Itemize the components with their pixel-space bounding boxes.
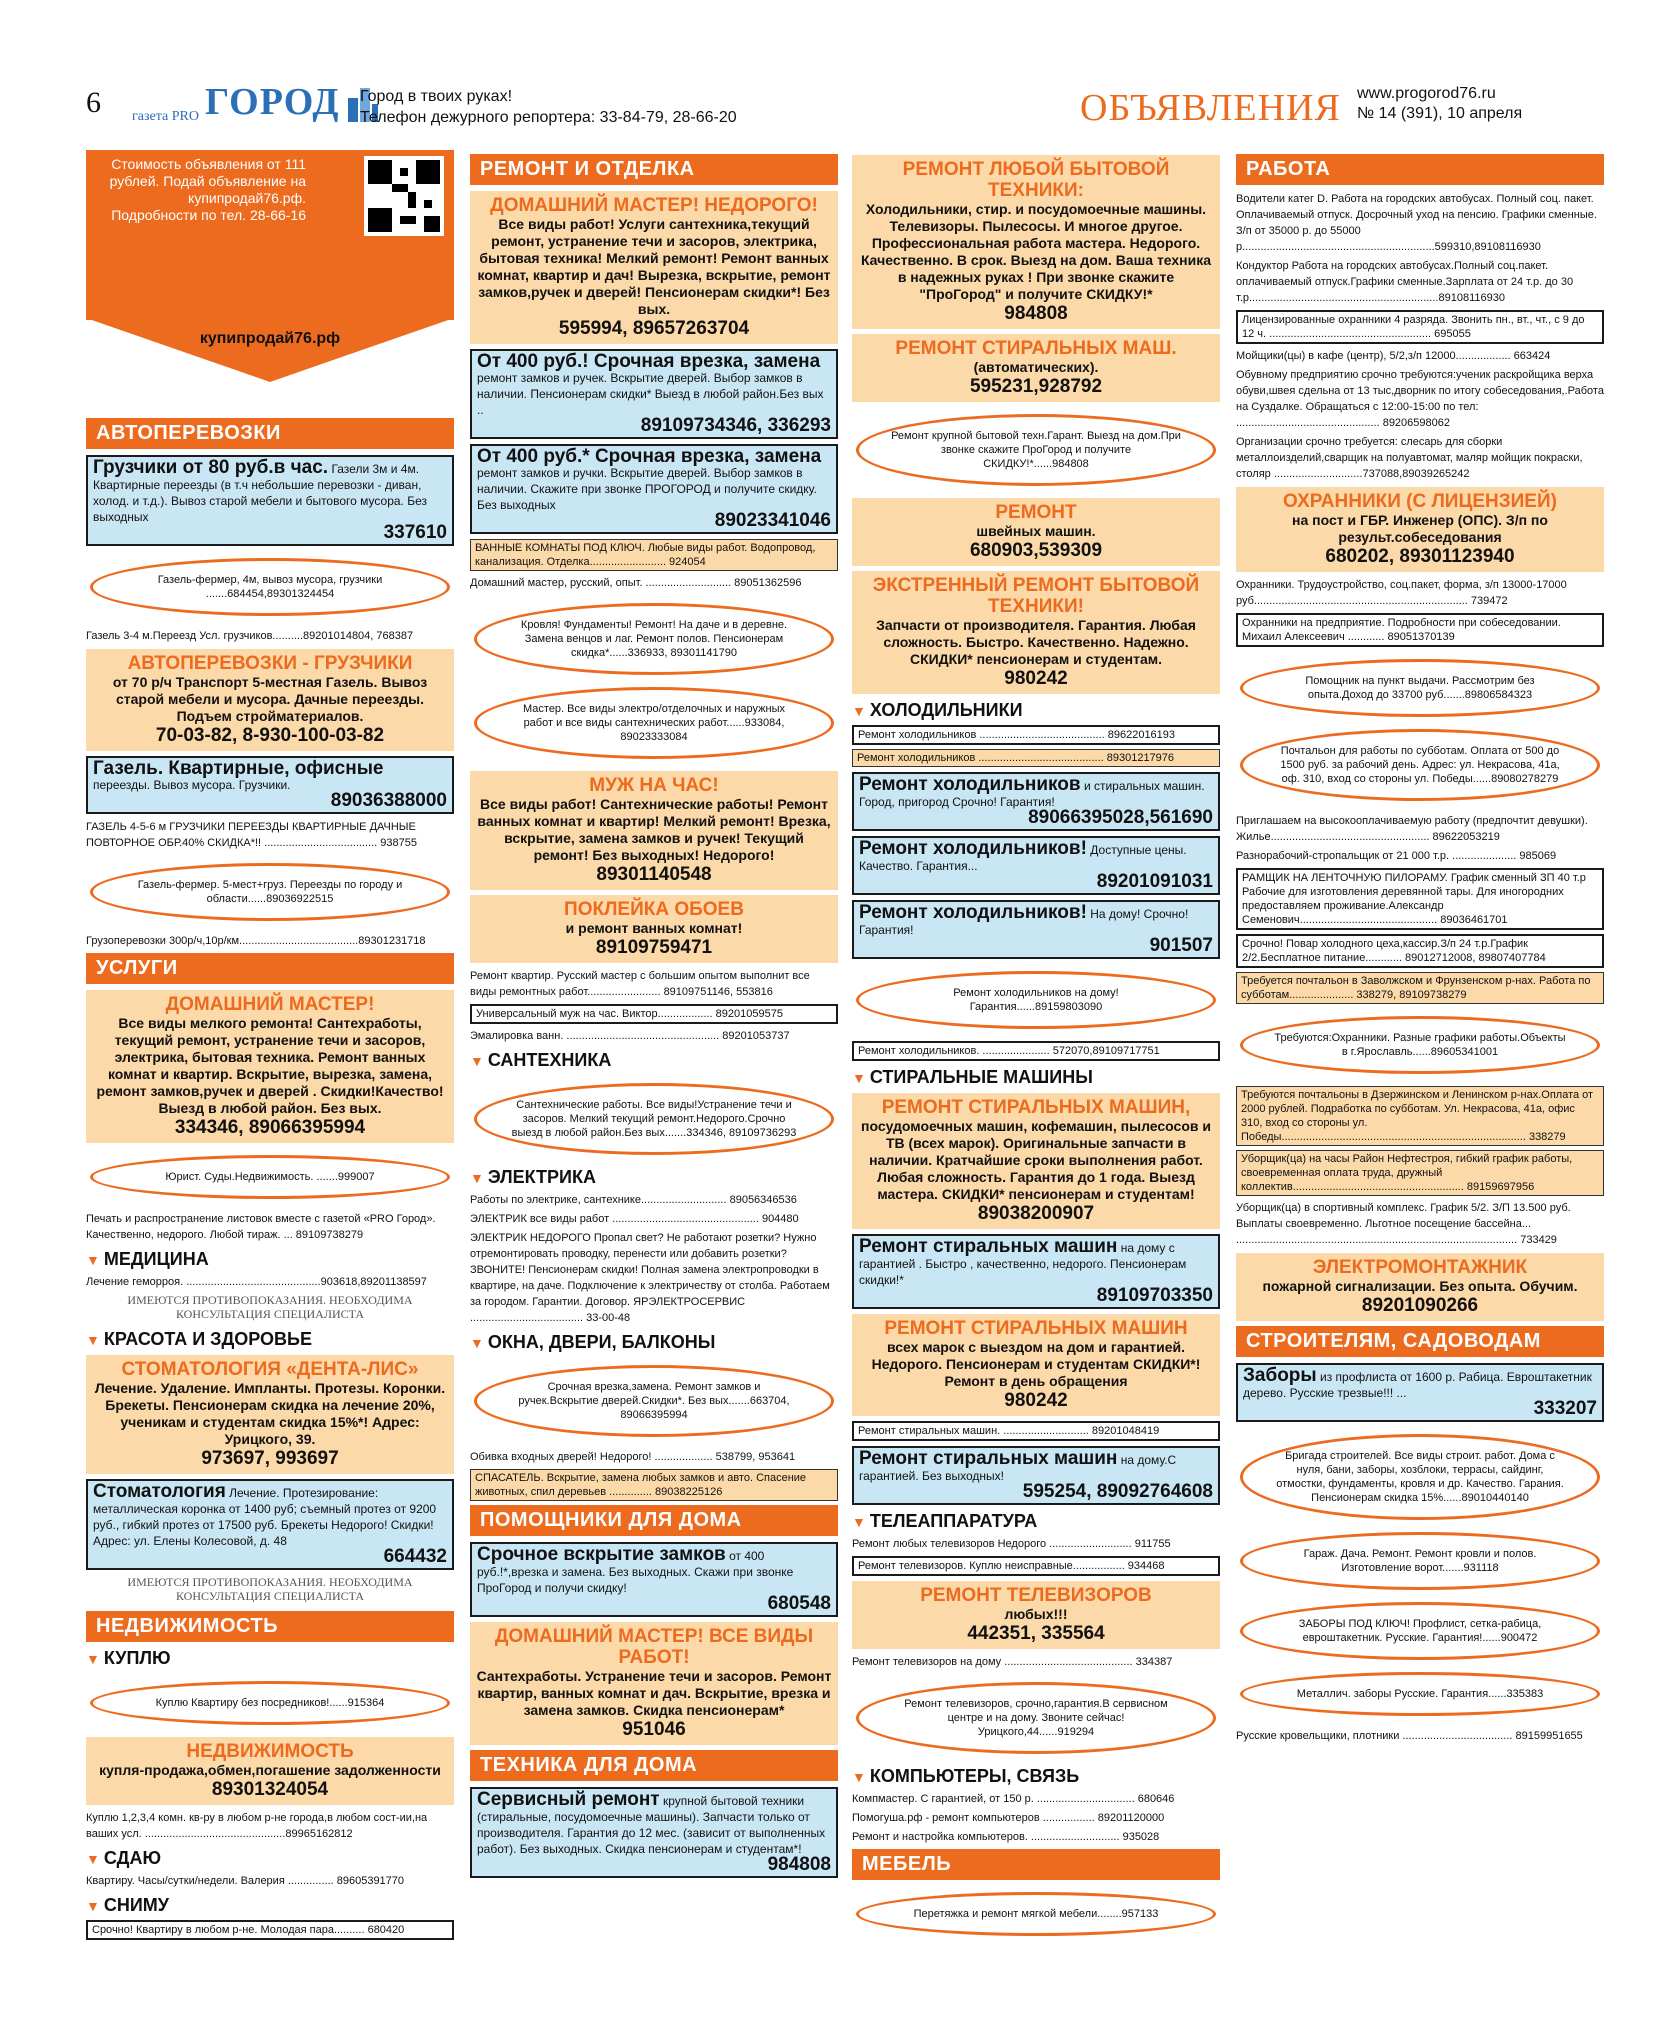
triangle-bullet-icon: ▼ [470,1052,484,1069]
ad-phone: 89036388000 [330,790,447,811]
ad-phone: 89023341046 [714,510,831,531]
ad-title: ОХРАННИКИ (С ЛИЦЕНЗИЕЙ) [1283,491,1557,512]
ad-box[interactable] [470,771,838,890]
category-bar: НЕДВИЖИМОСТЬ [86,1611,454,1642]
line-ad: Ремонт любых телевизоров Недорого ........................... 911755 [852,1538,1171,1550]
ad-title: ЭКСТРЕННЫЙ РЕМОНТ БЫТОВОЙ ТЕХНИКИ! [872,575,1200,617]
subcategory-title [852,1067,1220,1088]
ad-phone: 980242 [1004,668,1068,689]
ad-box[interactable] [86,1355,454,1474]
ad-text: пожарной сигнализации. Без опыта. Обучим. [1262,1278,1578,1294]
ad-box[interactable] [852,155,1220,329]
line-ad: Помогуша.рф - ремонт компьютеров ................. 89201120000 [852,1812,1165,1824]
triangle-bullet-icon: ▼ [86,1251,100,1268]
triangle-bullet-icon: ▼ [852,1768,866,1785]
ad-title: РЕМОНТ СТИРАЛЬНЫХ МАШИН [884,1318,1188,1339]
ad-box[interactable] [852,1093,1220,1229]
ad-box[interactable] [852,1446,1220,1505]
ad-text: Холодильники, стир. и посудомоечные машины. Телевизоры. Пылесосы. И многое другое. Профессиональная работа мастера. Недорого. Качественно. В срок. Выезд на дом. Ваша техника в надежных руках ! При звонке скажите "ПроГород" и получите СКИДКУ!* [860,201,1212,302]
ad-box[interactable] [852,334,1220,402]
ad-title: Газель. Квартирные, офисные [93,758,384,779]
qr-code-icon[interactable] [364,156,444,236]
ad-phone: 680548 [767,1593,831,1614]
ad-text: от 70 р/ч Транспорт 5-местная Газель. Вывоз старой мебели и мусора. Дачные переезды. Подъем стройматериалов. [112,674,428,724]
ad-box[interactable] [852,498,1220,566]
ad-title: ДОМАШНИЙ МАСТЕР! [165,994,375,1015]
ad-title: ДОМАШНИЙ МАСТЕР! ВСЕ ВИДЫ РАБОТ! [494,1626,814,1668]
ad-phone: 89109703350 [1096,1285,1213,1306]
line-ad: Грузоперевозки 300р/ч,10р/км.......................................89301231718 [86,935,426,947]
ad-text: Все виды работ! Услуги сантехника,текущий ремонт, устранение течи и засоров, электрика, бытовая техника! Мелкий ремонт! Ремонт ванных комнат, квартир и дач! Вырезка, вскрытие, ремонт замков,ручек и дверей! Пенсионерам скидки*! Без вых. [477,216,831,317]
ad-box[interactable] [1236,487,1604,572]
column-4 [1236,150,1604,1747]
subcategory-title [470,1167,838,1188]
ad-text: швейных машин. [976,523,1096,539]
line-ad: Охранники. Трудоустройство, соц.пакет, форма, з/п 13000-17000 руб...................................................................... 739472 [1236,579,1567,607]
ad-phone: 984808 [767,1854,831,1875]
subcategory-label: ТЕЛЕАППАРАТУРА [869,1511,1038,1531]
ad-box[interactable] [852,1234,1220,1309]
subcategory-title [86,1648,454,1669]
subcategory-label: САНТЕХНИКА [487,1050,612,1070]
ad-text: из профлиста от 1600 р. Рабица. Евроштакетник дерево. Русские трезвые!!! ... [1243,1370,1592,1400]
line-ad-boxed[interactable]: Срочно! Повар холодного цеха,кассир.З/п 24 т.р.График 2/2.Бесплатное питание............ 89012712008, 89807407784 [1236,934,1604,968]
ad-box[interactable] [86,1737,454,1805]
ad-phone: 973697, 993697 [201,1448,339,1469]
ad-text: на дому.С гарантией. Без выходных! [859,1453,1177,1483]
ad-text: Все виды мелкого ремонта! Сантехработы, текущий ремонт, устранение течи и засоров, электрика, бытовая техника. Ремонт ванных комнат и квартир. Вскрытие, вырезка, замена, ремонт замков,ручек и дверей . Скидки!Качество! Выезд в любой район. Без вых. [96,1015,444,1116]
triangle-bullet-icon: ▼ [470,1334,484,1351]
ad-text: На дому! Срочно! Гарантия! [859,907,1189,937]
oval-ad[interactable]: Металлич. заборы Русские. Гарантия......335383 [1240,1672,1600,1716]
subcategory-title [852,700,1220,721]
ad-box[interactable] [86,756,454,814]
ad-phone: 442351, 335564 [967,1623,1105,1644]
ad-title: РЕМОНТ ТЕЛЕВИЗОРОВ [920,1585,1152,1606]
ad-title: РЕМОНТ СТИРАЛЬНЫХ МАШИН, [881,1097,1191,1118]
line-ad: Разнорабочий-стропальщик от 21 000 т.р. ..................... 985069 [1236,850,1557,862]
line-ad-boxed[interactable]: Срочно! Квартиру в любом р-не. Молодая пара.......... 680420 [86,1920,454,1940]
line-ad-boxed[interactable]: РАМЩИК НА ЛЕНТОЧНУЮ ПИЛОРАМУ. График сменный ЗП 40 т.р Рабочие для изготовления деревянной тары. Для иногородних предоставляем проживание.Александр Семенович............................................. 89036461701 [1236,868,1604,930]
line-ad-highlight[interactable]: Требуются почтальоны в Дзержинском и Ленинском р-нах.Оплата от 2000 рублей. Подработка по субботам. Ул. Некрасова, 41а, офис 310, вход со стороны ул. Победы................................................................................ 338279 [1236,1086,1604,1146]
ad-text: Лечение. Протезирование: металлическая коронка от 1400 руб; съемный протез от 9200 руб., гибкий протез от 17500 руб. Брекеты Недорого! Скидки! Адрес: ул. Елены Колесовой, д. 48 [93,1486,437,1548]
ad-box[interactable] [470,191,838,344]
ad-title: Срочное вскрытие замков [477,1544,726,1565]
ad-title: РЕМОНТ ЛЮБОЙ БЫТОВОЙ ТЕХНИКИ: [902,159,1170,201]
ad-phone: 664432 [383,1546,447,1567]
oval-ad[interactable]: Ремонт холодильников на дому! Гарантия......89159803090 [856,971,1216,1029]
line-ad: Организации срочно требуется: слесарь для сборки металлоизделий,сварщик на полуавтомат, маляр мойщик покраски, столяр .............................737088,89039265242 [1236,436,1583,480]
ad-phone: 89201090266 [1361,1295,1479,1316]
triangle-bullet-icon: ▼ [86,1897,100,1914]
triangle-bullet-icon: ▼ [470,1169,484,1186]
subcategory-title [86,1895,454,1916]
promo-site[interactable]: купипродай76.рф [199,330,341,347]
oval-ad[interactable]: Куплю Квартиру без посредников!......915364 [90,1681,450,1725]
ad-title: Ремонт стиральных машин [859,1448,1118,1469]
reporter-phone: Телефон дежурного репортера: 33-84-79, 28-66-20 [360,109,737,126]
line-ad: Ремонт квартир. Русский мастер с большим опытом выполнит все виды ремонтных работ........................ 89109751146, 553816 [470,970,810,998]
subcategory-label: КУПЛЮ [103,1648,171,1668]
category-bar: СТРОИТЕЛЯМ, САДОВОДАМ [1236,1326,1604,1357]
promo-text: Стоимость объявления от 111 рублей. Подай объявление на купипродай76.рф. Подробности по тел. 28-66-16 [109,156,306,223]
oval-ad[interactable]: Срочная врезка,замена. Ремонт замков и ручек.Вскрытие дверей.Скидки*. Без вых.......663704, 89066395994 [474,1365,834,1437]
ad-text: от 400 руб.!*,врезка и замена. Без выходных. Скажи при звонке ПроГород и получи скидку! [477,1549,794,1595]
oval-ad[interactable]: Гараж. Дача. Ремонт. Ремонт кровли и полов. Изготовление ворот.......931118 [1240,1532,1600,1590]
ad-title: Ремонт стиральных машин [859,1236,1118,1257]
line-ad: Обувному предприятию срочно требуются:ученик раскройщика верха обуви,швея сдельна от 13 тыс,дворник по итогу собеседования,.Работа на Суздалке. Обращаться с 12:00-15:00 по тел: ............................................... 89206598062 [1236,369,1604,429]
triangle-bullet-icon: ▼ [86,1331,100,1348]
ad-title: Стоматология [93,1481,226,1502]
ad-phone: 901507 [1149,935,1213,956]
ad-box[interactable] [86,455,454,546]
subcategory-label: СДАЮ [103,1848,162,1868]
ad-box[interactable] [470,1622,838,1745]
line-ad: Печать и распространение листовок вместе с газетой «PRO Город». Качественно, недорого. Любой тираж. ... 89109738279 [86,1213,436,1241]
ad-title: От 400 руб.* Срочная врезка, замена [477,446,822,467]
oval-ad[interactable]: Ремонт телевизоров, срочно,гарантия.В сервисном центре и на дому. Звоните сейчас! Урицкого,44......919294 [856,1682,1216,1754]
subcategory-title [86,1249,454,1270]
ad-box[interactable] [470,1787,838,1878]
oval-ad[interactable]: Юрист. Суды.Недвижимость. .......999007 [90,1155,450,1199]
subcategory-title [470,1332,838,1353]
column-1 [86,150,454,1944]
ad-text: Запчасти от производителя. Гарантия. Любая сложность. Быстро. Качественно. Надежно. СКИДКИ* пенсионерам и студентам. [876,617,1196,667]
ad-text: и стиральных машин. Город, пригород Срочно! Гарантия! [859,779,1205,809]
ad-title: Ремонт холодильников! [859,902,1087,923]
ad-box[interactable] [470,1542,838,1617]
oval-ad[interactable]: Почтальон для работы по субботам. Оплата от 500 до 1500 руб. за рабочий день. Адрес: ул. Некрасова, 41а, оф. 310, вход со стороны ул. Победы......89080278279 [1240,729,1600,801]
oval-ad[interactable]: Ремонт крупной бытовой техн.Гарант. Выезд на дом.При звонке скажите ПроГород и получите СКИДКУ!*......984808 [856,414,1216,486]
line-ad: Квартиру. Часы/сутки/недели. Валерия ............... 89605391770 [86,1875,405,1887]
ad-phone: 680202, 89301123940 [1325,546,1515,567]
ad-phone: 89109759471 [595,937,713,958]
newspaper-logo[interactable] [132,80,380,124]
column-3 [852,150,1220,1948]
triangle-bullet-icon: ▼ [86,1650,100,1667]
site-link[interactable]: www.progorod76.ru [1357,85,1496,102]
ad-title: МУЖ НА ЧАС! [589,775,719,796]
ad-box[interactable] [86,990,454,1143]
ad-box[interactable] [470,895,838,963]
tagline-line: Город в твоих руках! [360,88,513,105]
subcategory-label: СТИРАЛЬНЫЕ МАШИНЫ [869,1067,1093,1087]
ad-phone: 595254, 89092764608 [1022,1481,1213,1502]
section-title: ОБЪЯВЛЕНИЯ [1080,87,1341,129]
triangle-bullet-icon: ▼ [852,702,866,719]
ad-text: любых!!! [1004,1606,1068,1622]
oval-ad[interactable]: ЗАБОРЫ ПОД КЛЮЧ! Профлист, сетка-рабица, евроштакетник. Русские. Гарантия!......900472 [1240,1602,1600,1660]
ad-box[interactable] [86,1479,454,1570]
ad-title: ДОМАШНИЙ МАСТЕР! НЕДОРОГО! [490,195,818,216]
page-number: 6 [86,86,101,119]
column-2 [470,150,838,1883]
line-ad: Эмалировка ванн. .................................................. 89201053737 [470,1030,790,1042]
ad-text: на пост и ГБР. Инженер (ОПС). З/п по результ.собеседования [1292,512,1548,545]
line-ad: Газель 3-4 м.Переезд Усл. грузчиков..........89201014804, 768387 [86,630,414,642]
ad-text: крупной бытовой техники (стиральные, посудомоечные машины). Запчасти только от производителя. Гарантия до 12 мес. (зависит от выполненных работ). Без выходных. Скидка пенсионерам и студентам*! [477,1794,826,1856]
ad-box[interactable] [852,571,1220,694]
line-ad: Уборщик(ца) в спортивный комплекс. График 5/2. З/П 13.500 руб. Выплаты своевременно. Льготное посещение бассейна... ............................................................................................ 733429 [1236,1202,1571,1246]
category-bar: МЕБЕЛЬ [852,1849,1220,1880]
ad-text: Лечение. Удаление. Импланты. Протезы. Коронки. Брекеты. Пенсионерам скидка на лечение 20%, ученикам и студентам скидка 15%*! Адрес: Урицкого, 39. [94,1380,446,1447]
ad-text: Доступные цены. Качество. Гарантия... [859,843,1187,873]
oval-ad[interactable]: Мастер. Все виды электро/отделочных и наружных работ и все виды сантехнических работ......933084, 89023333084 [474,687,834,759]
line-ad: Ремонт и настройка компьютеров. ............................. 935028 [852,1831,1160,1843]
ad-phone: 89301140548 [596,864,712,885]
ad-phone: 337610 [383,522,447,543]
triangle-bullet-icon: ▼ [86,1850,100,1867]
line-ad-boxed[interactable]: Лицензированные охранники 4 разряда. Звонить пн., вт., чт., с 9 до 12 ч. ..................................................... 695055 [1236,310,1604,344]
ad-phone: 984808 [1004,303,1068,324]
subcategory-title [852,1511,1220,1532]
category-bar: ТЕХНИКА ДЛЯ ДОМА [470,1750,838,1781]
line-ad: Обивка входных дверей! Недорого! ................... 538799, 953641 [470,1451,796,1463]
line-ad: Компмастер. С гарантией, от 150 р. ................................ 680646 [852,1793,1175,1805]
line-ad: ЭЛЕКТРИК НЕДОРОГО Пропал свет? Не работают розетки? Нужно отремонтировать проводку, перенести или добавить розетки? ЗВОНИТЕ! Пенсионерам скидки! Полная замена электропроводки в квартире, на даче. Подключение к электричеству от столба. Работаем за городом. Гарантии. Договор. ЯРЭЛЕКТРОСЕРВИС ..................................... 33-00-48 [470,1232,830,1324]
line-ad-highlight[interactable]: Ремонт холодильников ......................................... 89301217976 [852,749,1220,767]
ad-title: ЭЛЕКТРОМОНТАЖНИК [1312,1257,1528,1278]
subcategory-label: ЭЛЕКТРИКА [487,1167,596,1187]
ad-phone: 334346, 89066395994 [174,1117,366,1138]
oval-ad[interactable]: Перетяжка и ремонт мягкой мебели........957133 [856,1892,1216,1936]
ad-box[interactable] [852,900,1220,959]
subcategory-label: КРАСОТА И ЗДОРОВЬЕ [103,1329,312,1349]
issue-info [1357,84,1522,124]
line-ad: Домашний мастер, русский, опыт. ............................ 89051362596 [470,577,802,589]
ad-text: Сантехработы. Устранение течи и засоров. Ремонт квартир, ванных комнат и дач. Вскрытие, врезка и замена замков. Скидка пенсионерам* [476,1668,832,1718]
triangle-bullet-icon: ▼ [852,1069,866,1086]
promo-title: ОБЪЯВЛЕНИЯ [114,281,426,327]
disclaimer: ИМЕЮТСЯ ПРОТИВОПОКАЗАНИЯ. НЕОБХОДИМА КОНСУЛЬТАЦИЯ СПЕЦИАЛИСТА [127,1293,413,1321]
line-ad: Куплю 1,2,3,4 комн. кв-ру в любом р-не города,в любом сост-ии,на ваших усл. ..............................................89965162812 [86,1812,428,1840]
ad-title: Ремонт холодильников [859,774,1081,795]
issue-number: № 14 (391), 10 апреля [1357,105,1523,122]
line-ad-boxed[interactable]: Универсальный муж на час. Виктор.................. 89201059575 [470,1004,838,1024]
line-ad: Работы по электрике, сантехнике............................ 89056346536 [470,1194,797,1206]
ad-phone: 70-03-82, 8-930-100-03-82 [155,725,385,746]
ad-title: РЕМОНТ СТИРАЛЬНЫХ МАШ. [895,338,1177,359]
line-ad-highlight[interactable]: СПАСАТЕЛЬ. Вскрытие, замена любых замков и авто. Спасение животных, спил деревьев .............. 89038225126 [470,1469,838,1501]
ad-title: Ремонт холодильников! [859,838,1087,859]
line-ad: Ремонт телевизоров на дому .......................................... 334387 [852,1656,1173,1668]
category-bar: РАБОТА [1236,154,1604,185]
header-tagline [360,86,737,128]
subcategory-title [470,1050,838,1071]
line-ad-boxed[interactable]: Ремонт холодильников. ...................... 572070,89109717751 [852,1041,1220,1061]
ad-text: ремонт замков и ручек. Вскрытие дверей. Выбор замков в наличии. Пенсионерам скидки* Выезд в любой район.Без вых .. [477,371,824,417]
oval-ad[interactable]: Помощник на пункт выдачи. Рассмотрим без опыта.Доход до 33700 руб.......89806584323 [1240,659,1600,717]
ad-phone: 89301324054 [211,1779,329,1800]
ad-phone: 89066395028,561690 [1028,807,1213,828]
subcategory-title [86,1848,454,1869]
ad-box[interactable] [1236,1363,1604,1422]
ad-title: ПОКЛЕЙКА ОБОЕВ [564,899,744,920]
line-ad: Мойщики(цы) в кафе (центр), 5/2,з/п 12000.................. 663424 [1236,350,1551,362]
line-ad-boxed[interactable]: Охранники на предприятие. Подробности при собеседовании. Михаил Алексеевич ............ 89051370139 [1236,613,1604,647]
line-ad: Приглашаем на высокооплачиваемую работу (предпочтит девушки). Жилье.................................................... 89622053219 [1236,815,1588,843]
ad-phone: 595994, 89657263704 [558,318,750,339]
ad-text: (автоматических). [973,359,1099,375]
ad-box[interactable] [1236,1253,1604,1321]
ad-text: переезды. Вывоз мусора. Грузчики. [93,778,291,792]
triangle-bullet-icon: ▼ [852,1513,866,1530]
line-ad: Водители катег D. Работа на городских автобусах. Полный соц. пакет. Оплачиваемый отпуск. Досрочный уход на пенсию. Графики сменные. З/п от 35000 р. до 55000 р...............................................................599310,89108116930 [1236,193,1597,253]
oval-ad[interactable]: Кровля! Фундаменты! Ремонт! На даче и в деревне. Замена венцов и лаг. Ремонт полов. Пенсионерам скидка*......336933, 89301141790 [474,603,834,675]
subcategory-title [86,1329,454,1350]
line-ad: ЭЛЕКТРИК все виды работ ................................................ 904480 [470,1213,799,1225]
line-ad-highlight[interactable]: Уборщик(ца) на часы Район Нефтестроя, гибкий график работы, своевременная оплата труда, дружный коллектив........................................................ 89159697956 [1236,1150,1604,1196]
line-ad-highlight[interactable]: ВАННЫЕ КОМНАТЫ ПОД КЛЮЧ. Любые виды работ. Водопровод, канализация. Отделка......................... 924054 [470,539,838,571]
ad-box[interactable] [852,1581,1220,1649]
ad-phone: 980242 [1004,1390,1068,1411]
ad-text: и ремонт ванных комнат! [565,920,743,936]
line-ad-boxed[interactable]: Ремонт холодильников ......................................... 89622016193 [852,725,1220,745]
ad-title: Сервисный ремонт [477,1789,660,1810]
logo-title: ГОРОД [204,81,340,123]
ad-title: РЕМОНТ [995,502,1077,523]
line-ad: Русские кровельщики, плотники .................................... 89159951655 [1236,1730,1583,1742]
oval-ad[interactable]: Требуются:Охранники. Разные графики работы.Объекты в г.Ярославль......89605341001 [1240,1016,1600,1074]
oval-ad[interactable]: Бригада строителей. Все виды строит. работ. Дома с нуля, бани, заборы, хозблоки, террасы, сайдинг, отмостки, фундаменты, кровля и др. Качество. Гарания. Пенсионерам скидка 15%......89010440140 [1240,1434,1600,1520]
ad-phone: 595231,928792 [969,376,1103,397]
ad-box[interactable] [470,444,838,534]
subcategory-title [852,1766,1220,1787]
ad-phone: 680903,539309 [969,540,1103,561]
line-ad-highlight[interactable]: Требуется почтальон в Заволжском и Фрунзенском р-нах. Работа по субботам..................... 338279, 89109738279 [1236,972,1604,1004]
line-ad: ГАЗЕЛЬ 4-5-6 м ГРУЗЧИКИ ПЕРЕЕЗДЫ КВАРТИРНЫЕ ДАЧНЫЕ ПОВТОРНОЕ ОБР.40% СКИДКА*!! ..................................... 938755 [86,821,417,849]
ad-title: НЕДВИЖИМОСТЬ [186,1741,354,1762]
category-bar: РЕМОНТ И ОТДЕЛКА [470,154,838,185]
oval-ad[interactable]: Сантехнические работы. Все виды!Устранение течи и засоров. Мелкий текущий ремонт.Недорого.Срочно выезд в любой район.Без вых.......334346, 89109736293 [474,1083,834,1155]
ad-phone: 89201091031 [1096,871,1213,892]
category-bar: АВТОПЕРЕВОЗКИ [86,418,454,449]
subcategory-label: МЕДИЦИНА [103,1249,209,1269]
page-header [0,0,1680,150]
ad-text: купля-продажа,обмен,погашение задолженности [99,1762,441,1778]
ad-title: От 400 руб.! Срочная врезка, замена [477,351,821,372]
ad-box[interactable] [852,1314,1220,1416]
disclaimer: ИМЕЮТСЯ ПРОТИВОПОКАЗАНИЯ. НЕОБХОДИМА КОНСУЛЬТАЦИЯ СПЕЦИАЛИСТА [127,1575,413,1603]
ad-title: АВТОПЕРЕВОЗКИ - ГРУЗЧИКИ [127,653,413,674]
ad-box[interactable] [852,772,1220,831]
logo-small-text: газета PRO [132,109,199,124]
line-ad: Лечение геморроя. ............................................903618,89201138597 [86,1276,427,1288]
subcategory-label: КОМПЬЮТЕРЫ, СВЯЗЬ [869,1766,1080,1786]
ad-text: всех марок с выездом на дом и гарантией. Недорого. Пенсионерам и студентам СКИДКИ*! Ремонт в день обращения [871,1339,1201,1389]
oval-ad[interactable]: Газель-фермер. 5-мест+груз. Переезды по городу и области......89036922515 [90,863,450,921]
ad-box[interactable] [852,836,1220,895]
line-ad: Кондуктор Работа на городских автобусах.Полный соц.пакет. оплачиваемый отпуск.Графики сменные.Зарплата от 24 т.р. до 30 т.р..............................................................89108116930 [1236,260,1574,304]
line-ad-boxed[interactable]: Ремонт стиральных машин. ............................ 89201048419 [852,1421,1220,1441]
ad-box[interactable] [86,649,454,751]
promo-block[interactable] [86,150,454,410]
ad-phone: 333207 [1533,1398,1597,1419]
line-ad-boxed[interactable]: Ремонт телевизоров. Куплю неисправные................. 934468 [852,1556,1220,1576]
subcategory-label: ОКНА, ДВЕРИ, БАЛКОНЫ [487,1332,716,1352]
ad-text: на дому с гарантией . Быстро , качественно, недорого. Пенсионерам скидки!* [859,1241,1187,1287]
ad-phone: 89109734346, 336293 [640,415,831,436]
ad-phone: 951046 [622,1719,686,1740]
ad-text: посудомоечных машин, кофемашин, пылесосов и ТВ (всех марок). Оригинальные запчасти в наличии. Кратчайшие сроки выполнения работ. Любая сложность. Гарантия до 1 года. Выезд мастера. СКИДКИ* пенсионерам и студентам! [861,1118,1211,1202]
subcategory-label: СНИМУ [103,1895,169,1915]
ad-text: ремонт замков и ручки. Вскрытие дверей. Выбор замков в наличии. Скажите при звонке ПРОГОРОД и получите скидку. Без выходных [477,466,817,512]
ad-title: Заборы [1243,1365,1317,1386]
ad-phone: 89038200907 [977,1203,1095,1224]
oval-ad[interactable]: Газель-фермер, 4м, вывоз мусора, грузчики .......684454,89301324454 [90,558,450,616]
ad-title: СТОМАТОЛОГИЯ «ДЕНТА-ЛИС» [121,1359,419,1380]
ad-title: Грузчики от 80 руб.в час. [93,457,329,478]
ad-box[interactable] [470,349,838,439]
category-bar: ПОМОЩНИКИ ДЛЯ ДОМА [470,1505,838,1536]
ad-text: Все виды работ! Сантехнические работы! Ремонт ванных комнат и квартир! Мелкий ремонт! Врезка, вскрытие, замена замков и ручек! Текущий ремонт! Без выходных! Недорого! [477,796,831,863]
category-bar: УСЛУГИ [86,953,454,984]
subcategory-label: ХОЛОДИЛЬНИКИ [869,700,1023,720]
ad-text: Газели 3м и 4м. Квартирные переезды (в т.ч небольшие перевозки - диван, холод. и т.д.). Вывоз старой мебели и бытового мусора. Без выходных [93,462,428,524]
